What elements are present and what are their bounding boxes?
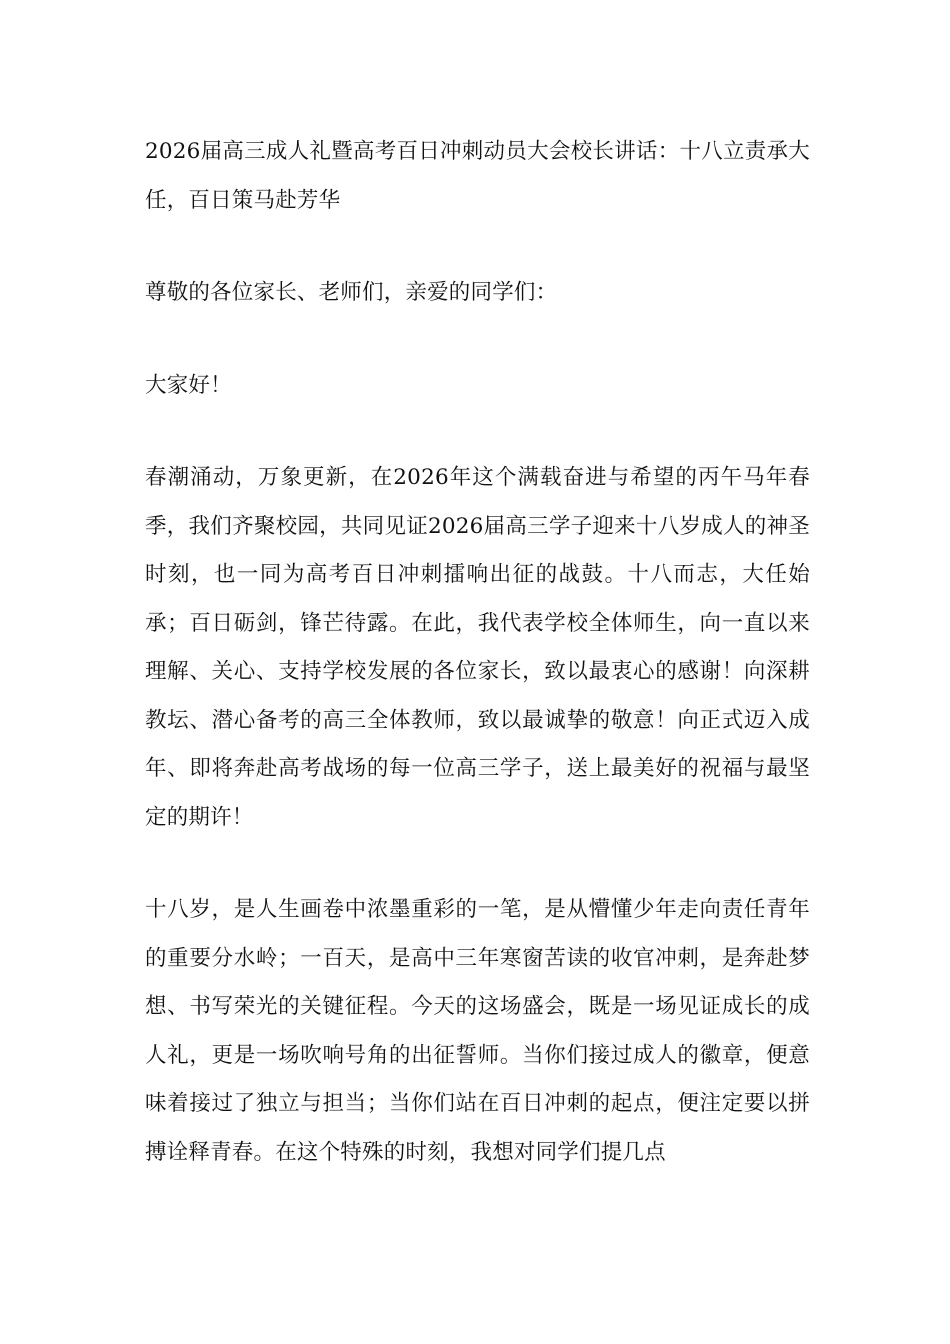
body-paragraph-1: 春潮涌动，万象更新，在2026年这个满载奋进与希望的丙午马年春季，我们齐聚校园，共同见证2026届高三学子迎来十八岁成人的神圣时刻，也一同为高考百日冲刺擂响出征的战鼓。十八而志，大任始承；百日砺剑，锋芒待露。在此，我代表学校全体师生，向一直以来理解、关心、支持学校发展的各位家长，致以最衷心的感谢！向深耕教坛、潜心备考的高三全体教师，致以最诚挚的敬意！向正式迈入成年、即将奔赴高考战场的每一位高三学子，送上最美好的祝福与最坚定的期许！ <box>145 465 810 830</box>
greeting: 大家好！ <box>145 372 232 398</box>
document-page <box>145 128 810 1221</box>
document-title: 2026届高三成人礼暨高考百日冲刺动员大会校长讲话：十八立责承大任，百日策马赴芳华 <box>145 139 810 213</box>
body-paragraph-2: 十八岁，是人生画卷中浓墨重彩的一笔，是从懵懂少年走向责任青年的重要分水岭；一百天，是高中三年寒窗苦读的收官冲刺，是奔赴梦想、书写荣光的关键征程。今天的这场盛会，既是一场见证成长的成人礼，更是一场吹响号角的出征誓师。当你们接过成人的徽章，便意味着接过了独立与担当；当你们站在百日冲刺的起点，便注定要以拼搏诠释青春。在这个特殊的时刻，我想对同学们提几点 <box>145 897 810 1165</box>
salutation: 尊敬的各位家长、老师们，亲爱的同学们： <box>145 280 558 305</box>
